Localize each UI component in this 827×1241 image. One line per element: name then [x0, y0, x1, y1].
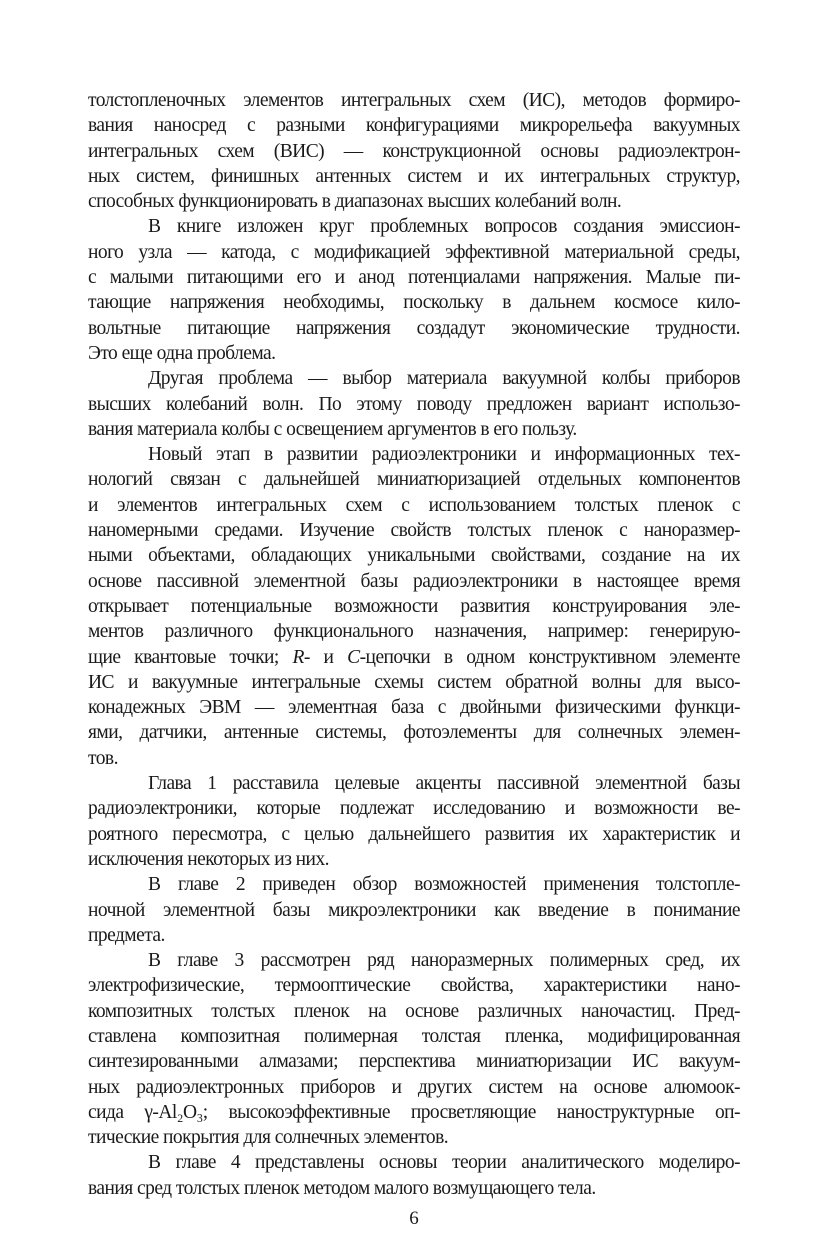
text-line: Глава 1 расставила целевые акценты пассивной элементной базы: [148, 773, 740, 795]
text-line: ными объектами, обладающих уникальными свойствами, создание на их: [88, 545, 740, 567]
text-line: вольтные питающие напряжения создадут экономические трудности.: [88, 317, 740, 339]
paragraph: [88, 1150, 740, 1201]
text-line: сида γ-Al₂O₃; высокоэффективные просветляющие наноструктурные оп-: [88, 1101, 740, 1123]
text-line: исключения некоторых из них.: [88, 848, 329, 870]
text-line: щие квантовые точки; R- и C-цепочки в одном конструктивном элементе: [88, 646, 740, 668]
text-line: электрофизические, термооптические свойства, характеристики нано-: [88, 975, 740, 997]
paragraph: [88, 872, 740, 948]
text-line: ставлена композитная полимерная толстая пленка, модифицированная: [88, 1025, 740, 1047]
paragraph: [88, 214, 740, 366]
text-line: высших колебаний волн. По этому поводу предложен вариант использо-: [88, 393, 740, 415]
text-line: ИС и вакуумные интегральные схемы систем обратной волны для высо-: [88, 671, 740, 693]
text-line: и элементов интегральных схем с использованием толстых пленок с: [88, 494, 740, 516]
page-content: [88, 88, 740, 1231]
text-line: В книге изложен круг проблемных вопросов создания эмиссион-: [148, 216, 740, 238]
text-line: конадежных ЭВМ — элементная база с двойными физическими функци-: [88, 697, 740, 719]
page-body-text: [88, 88, 740, 1201]
text-line: ями, датчики, антенные системы, фотоэлементы для солнечных элемен-: [88, 722, 740, 744]
text-line: тические покрытия для солнечных элементов.: [88, 1127, 449, 1149]
text-line: В главе 3 рассмотрен ряд наноразмерных полимерных сред, их: [148, 950, 740, 972]
text-line: Другая проблема — выбор материала вакуумной колбы приборов: [148, 368, 740, 390]
text-line: вания наносред с разными конфигурациями микрорельефа вакуумных: [88, 115, 740, 137]
text-line: основе пассивной элементной базы радиоэлектроники в настоящее время: [88, 570, 740, 592]
text-line: тающие напряжения необходимы, поскольку в дальнем космосе кило-: [88, 292, 740, 314]
page-number: 6: [409, 1208, 419, 1230]
paragraph: [88, 948, 740, 1150]
paragraph: [88, 771, 740, 872]
paragraph: [88, 442, 740, 771]
text-line: Это еще одна проблема.: [88, 342, 276, 364]
text-line: толстопленочных элементов интегральных схем (ИС), методов формиро-: [88, 90, 740, 111]
text-line: ментов различного функционального назначения, например: генерирую-: [88, 621, 740, 643]
text-line: ных радиоэлектронных приборов и других систем на основе алюмоок-: [88, 1076, 740, 1098]
text-line: композитных толстых пленок на основе различных наночастиц. Пред-: [88, 1000, 740, 1022]
text-line: нологий связан с дальнейшей миниатюризацией отдельных компонентов: [88, 469, 740, 491]
paragraph: [88, 88, 740, 214]
text-line: роятного пересмотра, с целью дальнейшего развития их характеристик и: [88, 823, 740, 845]
text-line: интегральных схем (ВИС) — конструкционной основы радиоэлектрон-: [88, 140, 740, 162]
text-line: с малыми питающими его и анод потенциалами напряжения. Малые пи-: [88, 267, 740, 289]
text-line: В главе 4 представлены основы теории аналитического моделиро-: [148, 1152, 740, 1174]
text-line: способных функционировать в диапазонах высших колебаний волн.: [88, 191, 622, 213]
text-line: ного узла — катода, с модификацией эффективной материальной среды,: [88, 241, 740, 263]
text-line: ночной элементной базы микроэлектроники как введение в понимание: [88, 899, 740, 921]
text-line: вания сред толстых пленок методом малого возмущающего тела.: [88, 1177, 596, 1199]
text-line: синтезированными алмазами; перспектива миниатюризации ИС вакуум-: [88, 1051, 740, 1073]
text-line: открывает потенциальные возможности развития конструирования эле-: [88, 595, 740, 617]
paragraph: [88, 366, 740, 442]
text-line: предмета.: [88, 924, 165, 946]
text-line: радиоэлектроники, которые подлежат исследованию и возможности ве-: [88, 798, 740, 820]
text-line: Новый этап в развитии радиоэлектроники и информационных тех-: [148, 444, 740, 466]
text-line: В главе 2 приведен обзор возможностей применения толстопле-: [148, 874, 740, 896]
text-line: вания материала колбы с освещением аргументов в его пользу.: [88, 418, 577, 440]
text-line: тов.: [88, 747, 118, 769]
text-line: наномерными средами. Изучение свойств толстых пленок с наноразмер-: [88, 520, 740, 542]
text-line: ных систем, финишных антенных систем и их интегральных структур,: [88, 165, 740, 187]
